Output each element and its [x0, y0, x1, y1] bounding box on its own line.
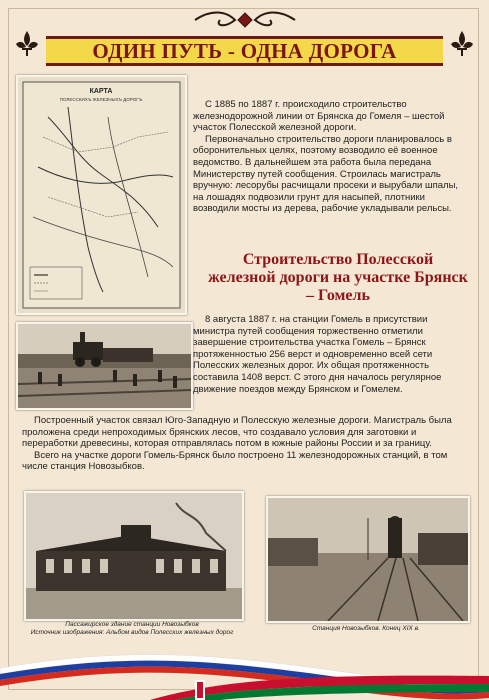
scroll-ornament-icon — [190, 8, 300, 32]
station-train-caption: Станция Новозыбков. Конец XIX в. — [312, 625, 420, 632]
station-train-photo — [266, 496, 470, 623]
station-building-photo — [24, 491, 244, 621]
body-paragraph-1: Построенный участок связал Юго-Западную и Полесскую железные дороги. Магистраль была проложена среди непроходимых брянских лесов, что создавало условия для заготовки и переработки древесины, которая отправлялась потом в южные районы России и за границу. — [22, 415, 452, 450]
railway-construction-photo — [16, 322, 193, 410]
intro-paragraph-2: Первоначально строительство дороги планировалось в оборонительных целях, поэтому возводило её военное ведомство. В дальнейшем эта работа была передана Министерству путей сообщения. Строилась магистраль вручную: лесорубы расчищали просеки и вырубали шпалы, на лошадях подвозили грунт для насыпей, плотники возводили мосты из дерева, рабочие укладывали рельсы. — [193, 133, 459, 215]
intro-text — [193, 99, 461, 215]
caption-left-line-2: Источник изображения: Альбом видов Полесских железных дорог — [30, 629, 234, 636]
body-text — [22, 415, 466, 473]
map-subtitle: ПОЛЕССКИХЪ ЖЕЛЕЗНЫХЪ ДОРОГЪ — [59, 97, 143, 102]
opening-text — [193, 314, 461, 395]
caption-left-line-1: Пассажирское здание станции Новозыбков — [65, 621, 199, 628]
map-title: КАРТА — [89, 88, 113, 95]
fleur-de-lis-icon — [12, 28, 42, 58]
railway-map-image — [16, 75, 187, 315]
station-building-caption — [24, 621, 240, 637]
fleur-de-lis-icon — [447, 28, 477, 58]
title-banner — [46, 36, 443, 66]
flag-ribbons-decoration — [0, 640, 489, 700]
body-paragraph-2: Всего на участке дороги Гомель-Брянск было построено 11 железнодорожных станций, в том числе станция Новозыбков. — [22, 449, 448, 473]
intro-paragraph-1: С 1885 по 1887 г. происходило строительство железнодорожной линии от Брянска до Гомеля – шестой участок Полесской железной дороги. — [193, 99, 445, 134]
top-ornament — [0, 8, 489, 32]
page-title: ОДИН ПУТЬ - ОДНА ДОРОГА — [92, 38, 397, 63]
opening-paragraph: 8 августа 1887 г. на станции Гомель в присутствии министра путей сообщения торжественно отметили завершение строительства участка Гомель – Брянск протяженностью 256 верст и одновременно всей сети Полесских железных дорог. Их общая протяженность составила 1408 верст. С этого дня началось регулярное движение поездов между Брянском и Гомелем. — [193, 314, 442, 395]
section-subheading: Строительство Полесской железной дороги на участке Брянск – Гомель — [208, 251, 468, 304]
